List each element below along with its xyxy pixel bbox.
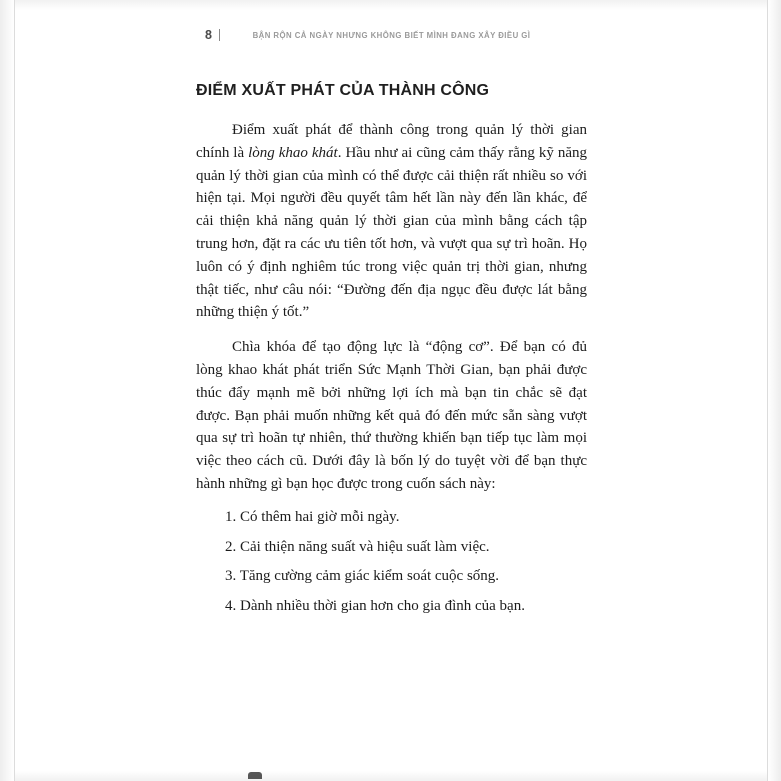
scan-edge-left (0, 0, 15, 781)
page-header (196, 28, 587, 46)
paragraph-1-italic-phrase: lòng khao khát (248, 144, 338, 161)
list-item: 3. Tăng cường cảm giác kiểm soát cuộc sống. (225, 568, 500, 585)
scan-edge-right (767, 0, 781, 781)
scan-edge-bottom (0, 771, 781, 781)
paragraph-2: Chìa khóa để tạo động lực là “động cơ”. Để bạn có đủ lòng khao khát phát triển Sức Mạnh Thời Gian, bạn phải được thúc đẩy mạnh mẽ bởi những lợi ích mà bạn tin chắc sẽ đạt được. Bạn phải muốn những kết quả đó đến mức sẵn sàng vượt qua sự trì hoãn tự nhiên, thứ thường khiến bạn tiếp tục làm mọi việc theo cách cũ. Dưới đây là bốn lý do tuyệt vời để bạn thực hành những gì bạn học được trong cuốn sách này: (196, 339, 587, 492)
chapter-title: ĐIỂM XUẤT PHÁT CỦA THÀNH CÔNG (196, 82, 490, 99)
page-content (196, 28, 587, 618)
paragraph-1-text-continued: . Hầu như ai cũng cảm thấy rằng kỹ năng quản lý thời gian của mình có thể được cải thiện rất nhiều so với hiện tại. Mọi người đều quyết tâm hết lần này đến lần khác, để cải thiện khả năng quản lý thời gian của mình bằng cách tập trung hơn, đặt ra các ưu tiên tốt hơn, và vượt qua sự trì hoãn. Họ luôn có ý định nghiêm túc trong việc quản trị thời gian, nhưng thật tiếc, như câu nói: “Đường đến địa ngục đều được lát bằng những thiện ý tốt.” (196, 144, 587, 321)
list-item: 4. Dành nhiều thời gian hơn cho gia đình của bạn. (225, 598, 525, 615)
scan-artifact (248, 772, 262, 779)
list-item: 2. Cải thiện năng suất và hiệu suất làm việc. (225, 538, 490, 555)
paragraph-1-text: Điểm xuất phát để thành công trong quản lý thời gian chính là (196, 122, 587, 161)
running-header: BẬN RỘN CẢ NGÀY NHƯNG KHÔNG BIẾT MÌNH ĐANG XÂY ĐIỀU GÌ (252, 31, 531, 40)
benefit-list (196, 506, 587, 618)
paragraph-1 (196, 119, 587, 324)
scan-edge-top (0, 0, 781, 10)
page-number: 8 (205, 28, 212, 42)
list-item: 1. Có thêm hai giờ mỗi ngày. (225, 508, 400, 525)
